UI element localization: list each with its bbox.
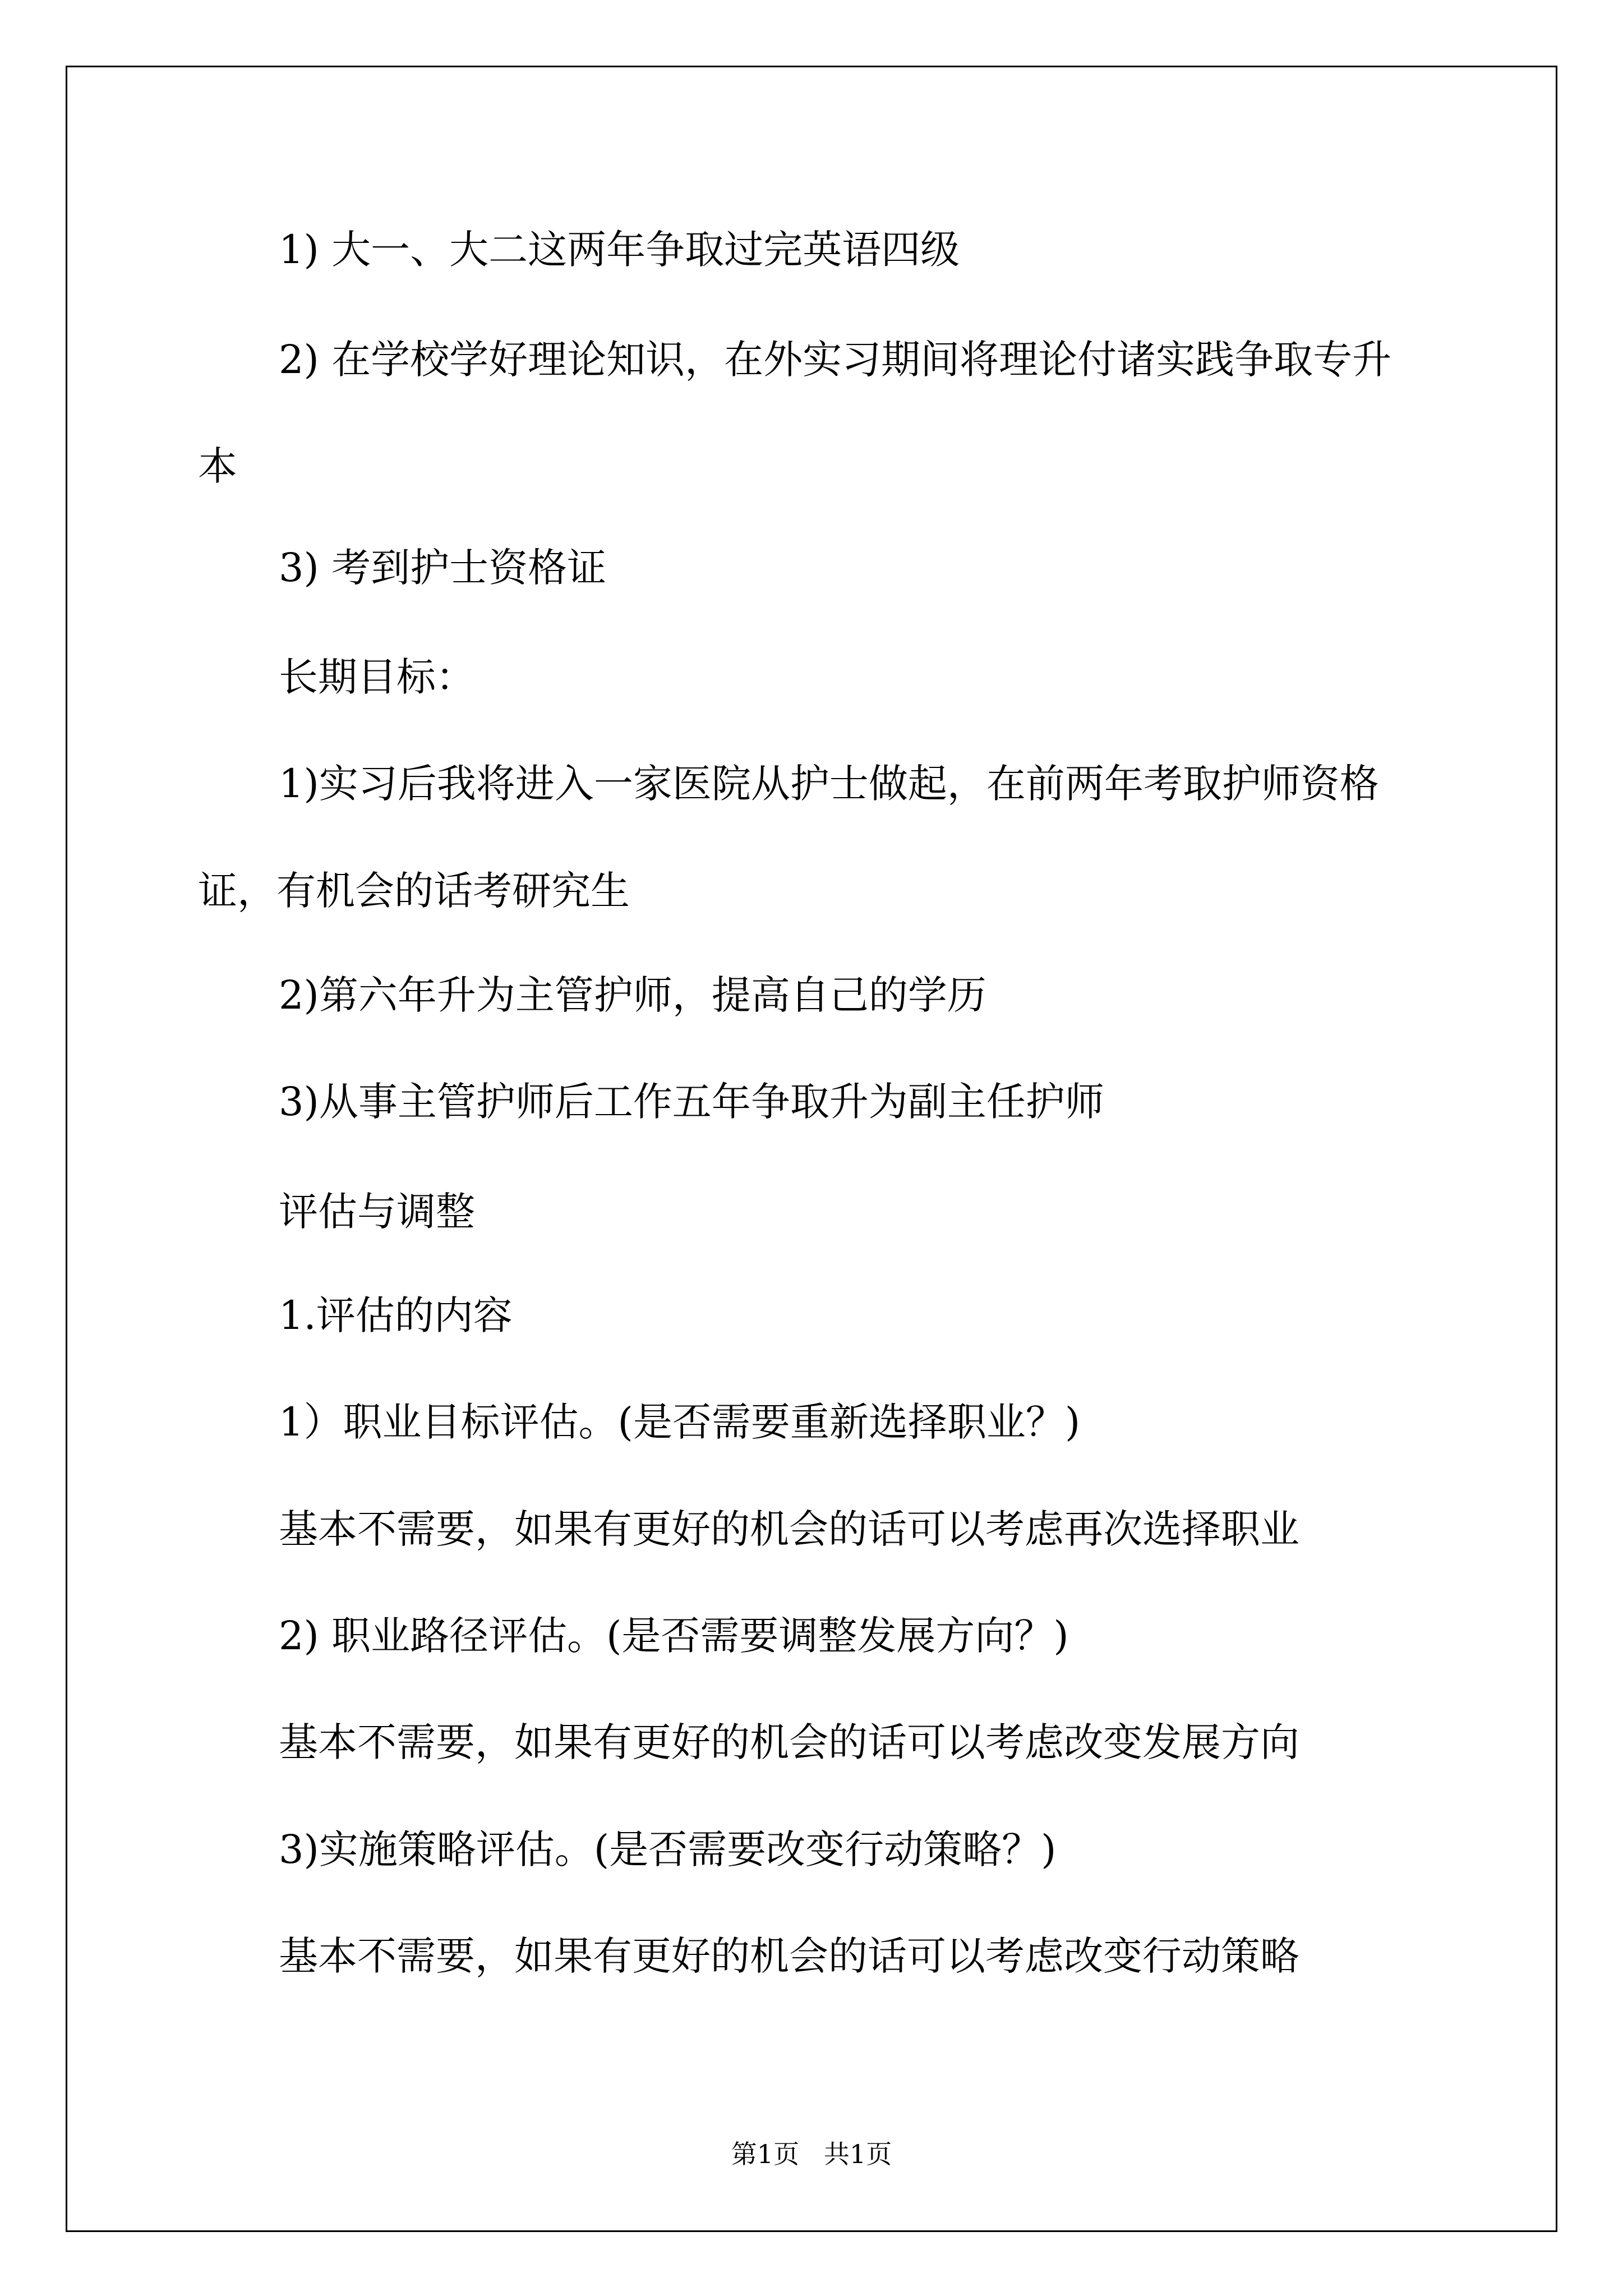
- body-line-6: 1)实习后我将进入一家医院从护士做起，在前两年考取护师资格: [279, 761, 1379, 807]
- body-line-11: 1.评估的内容: [279, 1292, 513, 1338]
- body-line-7: 证，有机会的话考研究生: [198, 868, 630, 914]
- body-line-1: 1) 大一、大二这两年争取过完英语四级: [279, 227, 960, 273]
- body-line-2: 2) 在学校学好理论知识，在外实习期间将理论付诸实践争取专升: [279, 337, 1392, 383]
- body-line-4: 3) 考到护士资格证: [279, 545, 607, 591]
- body-line-12: 1）职业目标评估。(是否需要重新选择职业？): [279, 1399, 1081, 1445]
- body-line-13: 基本不需要，如果有更好的机会的话可以考虑再次选择职业: [279, 1506, 1299, 1552]
- body-line-9: 3)从事主管护师后工作五年争取升为副主任护师: [279, 1079, 1104, 1125]
- body-line-17: 基本不需要，如果有更好的机会的话可以考虑改变行动策略: [279, 1933, 1299, 1979]
- body-line-5: 长期目标：: [279, 654, 475, 700]
- page-border: [66, 66, 1557, 2232]
- body-line-15: 基本不需要，如果有更好的机会的话可以考虑改变发展方向: [279, 1719, 1299, 1765]
- body-line-14: 2) 职业路径评估。(是否需要调整发展方向？): [279, 1613, 1069, 1659]
- body-line-16: 3)实施策略评估。(是否需要改变行动策略？): [279, 1826, 1057, 1872]
- body-line-8: 2)第六年升为主管护师，提高自己的学历: [279, 972, 986, 1018]
- body-line-10: 评估与调整: [279, 1189, 475, 1235]
- page-number-footer: 第1页 共1页: [731, 2139, 892, 2169]
- body-line-3: 本: [198, 443, 237, 489]
